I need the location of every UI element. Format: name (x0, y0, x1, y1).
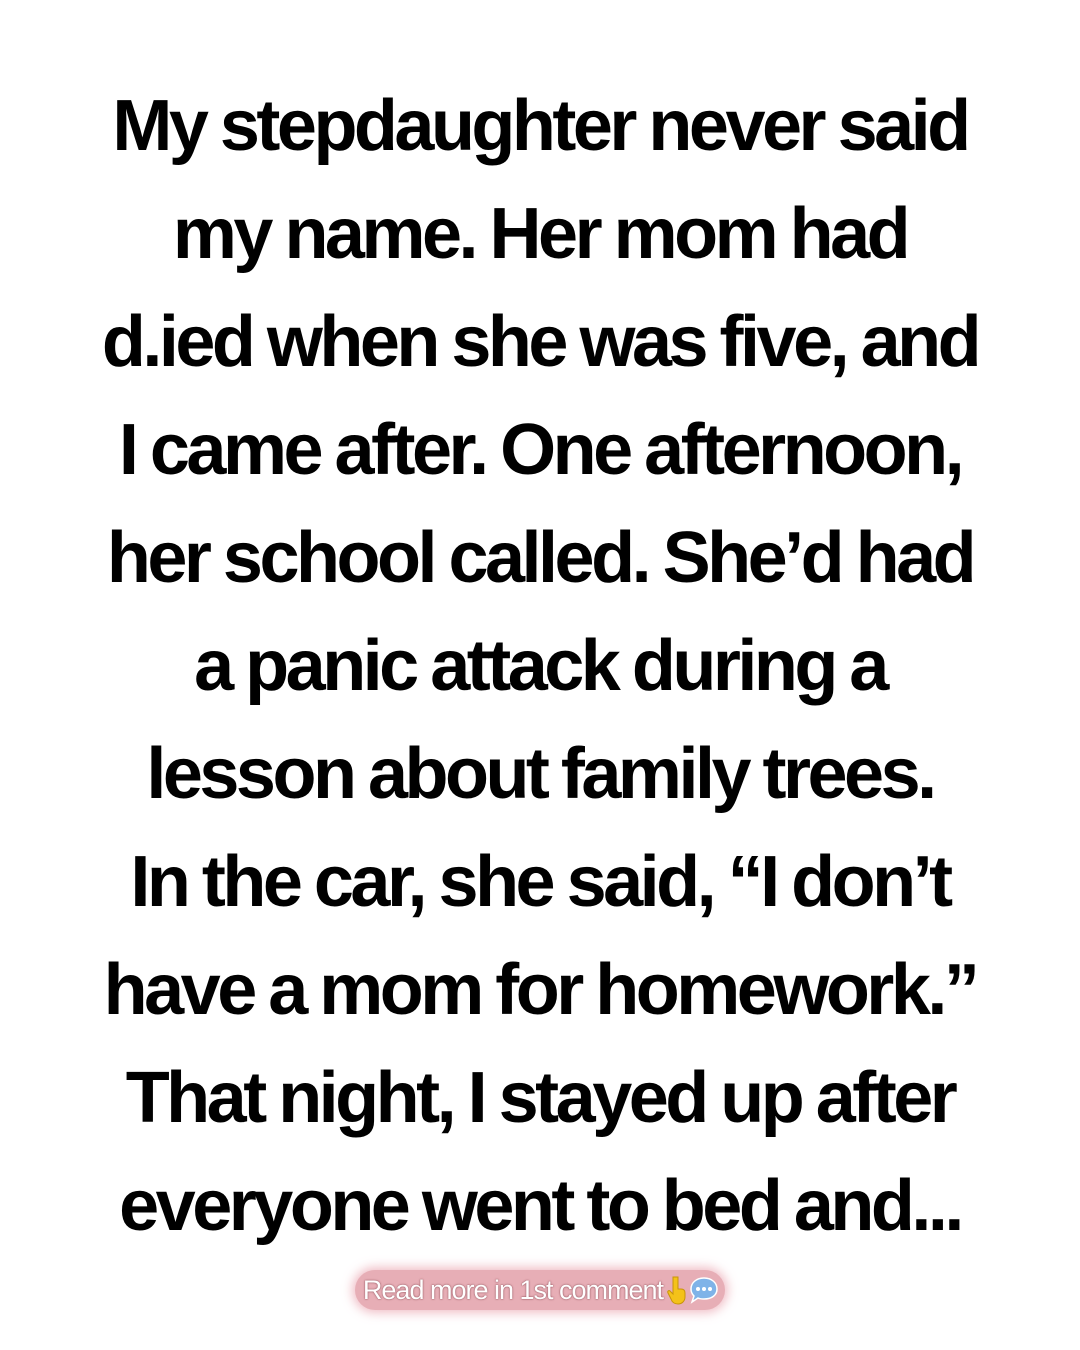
story-line: In the car, she said, “I don’t (130, 842, 950, 922)
story-line: have a mom for homework.” (103, 950, 977, 1030)
story-line: I came after. One afternoon, (118, 410, 962, 490)
story-line: everyone went to bed and... (119, 1166, 961, 1246)
read-more-pill[interactable] (355, 1270, 725, 1310)
story-line: lesson about family trees. (146, 734, 934, 814)
read-more-label: Read more in 1st comment (362, 1274, 664, 1305)
story-line: d.ied when she was five, and (101, 302, 979, 382)
story-text (30, 72, 1050, 1260)
story-line: That night, I stayed up after (125, 1058, 955, 1138)
story-line: my name. Her mom had (172, 194, 908, 274)
pointing-down-hand-icon (665, 1275, 687, 1305)
story-line: a panic attack during a (194, 626, 886, 706)
story-line: her school called. She’d had (106, 518, 974, 598)
story-line: My stepdaughter never said (112, 86, 968, 166)
speech-bubble-icon (689, 1276, 719, 1304)
cta-container (0, 1270, 1080, 1310)
